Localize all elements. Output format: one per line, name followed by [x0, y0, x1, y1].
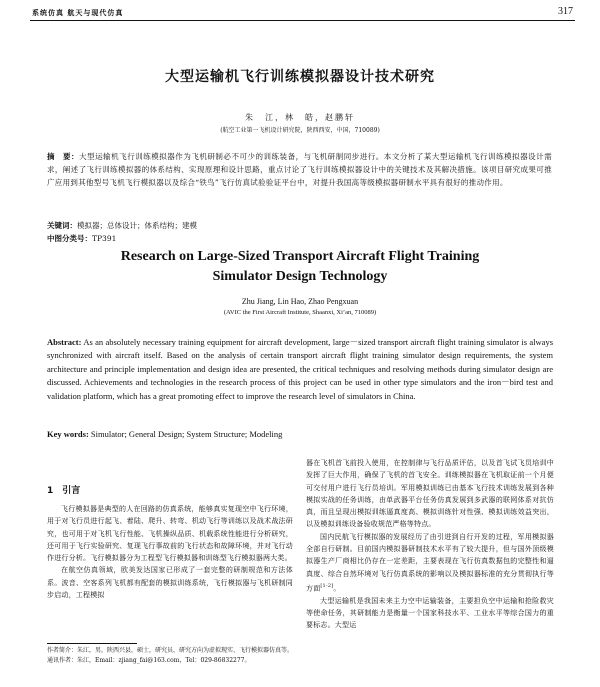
- class-number: [47, 233, 552, 245]
- footnote-rule: [47, 643, 137, 644]
- class-number-text: TP391: [92, 234, 117, 243]
- paper-title-cn: 大型运输机飞行训练模拟器设计技术研究: [165, 69, 435, 85]
- paper-title-en-line2: Simulator Design Technology: [212, 269, 388, 284]
- abstract-cn: [47, 150, 552, 189]
- authors-cn: 朱 江，林 皓，赵鹏轩: [245, 113, 355, 122]
- keywords-cn: [47, 220, 552, 232]
- right-paragraph-2-end: 。: [333, 584, 341, 593]
- right-paragraph-3: 大型运输机是我国未来主力空中运输装备，主要担负空中运输和抢险救灾等使命任务，其研制能力是衡量一个国家科技水平、工业水平等综合国力的重要标志。大型运: [306, 596, 554, 630]
- left-column-body: [47, 503, 293, 601]
- right-paragraph-2-text: 国内民航飞行模拟器的发展经历了由引进到自行开发的过程，军用模拟器全部自行研制。目前国内模拟器研制技术水平有了较大提升，但与国外顶级模拟器生产厂商相比仍存在一定差距，主要表现在飞行仿真数据包的完整性和逼真度、综合自然环境对飞行仿真系统的影响以及模拟器标准的充分贯彻执行等方面: [306, 532, 554, 593]
- keywords-en-text: Simulator; General Design; System Structure; Modeling: [90, 429, 283, 439]
- right-column-body: [306, 457, 554, 631]
- footnote-line-1: 作者简介：朱江，男，陕西兴县，硕士，研究员，研究方向为虚拟现实、飞行模拟器仿真等。: [47, 647, 294, 654]
- affiliation-cn: (航空工业第一飞机设计研究院，陕西西安，中国，710089): [220, 127, 380, 134]
- citation-marker-1-2: [1-2]: [320, 582, 334, 589]
- class-number-label: 中图分类号：: [47, 234, 92, 243]
- intro-paragraph-2-text: 在航空仿真领域，欧美发达国家已形成了一套完整的研制规范和方法体系。波音、空客系列飞机都有配套的模拟训练系统，飞行模拟器与飞机研制同步启动，工程模拟: [47, 566, 293, 600]
- right-paragraph-1: 器在飞机首飞前投入使用，在控制律与飞行品质评估，以及首飞试飞员培训中发挥了巨大作用，确保了飞机的首飞安全。训练模拟器在飞机取证前一个月便可交付用户进行飞行员培训。军用模拟训练已由基本飞行技术训练发展到各种模拟实战的任务训练，由单武器平台任务仿真发展到多武器的联网体系对抗仿真，而且呈现出模拟训练逼真度高、模拟训练针对性强、模拟训练效益突出，以及模拟训练设备验收规范严格等特点。: [306, 459, 554, 529]
- footnote-line-2: 通讯作者：朱江，Email：zjiang_fai@163.com，Tel：029-86832277。: [47, 656, 251, 664]
- paper-title-en: [0, 247, 600, 287]
- keywords-en-label: Key words:: [47, 429, 89, 439]
- intro-paragraph-1: 飞行模拟器是典型的人在回路的仿真系统，能够真实复现空中飞行环境，用于对飞行员进行起飞、着陆、爬升、转弯、机动飞行等训练以及战术战法研究，也可用于对飞机飞行性能、飞机操纵品质、机载系统性能进行分析研究，还可用于飞行实验研究、复现飞行事故前的飞行状态和故障环境，并对飞行动作进行分析。飞行模拟器分为工程型飞行模拟器和训练型飞行模拟器两大类。: [47, 505, 293, 563]
- keywords-cn-label: 关键词：: [47, 221, 77, 230]
- abstract-cn-text: 大型运输机飞行训练模拟器作为飞机研制必不可少的训练装备，与飞机研制同步进行。本文分析了某大型运输机飞行训练模拟器设计需求，阐述了飞行训练模拟器的体系结构、实现原理和设计思路，重点讨论了飞行训练模拟器设计中的关键技术及其解决措施。该项目研究成果可推广应用到其他型号飞机飞行模拟器以及综合“铁鸟”飞行仿真试验验证平台中，对提升我国高等级模拟器研制水平具有很好的推动作用。: [47, 152, 552, 187]
- keywords-cn-text: 模拟器；总体设计；体系结构；建模: [77, 221, 197, 230]
- abstract-en: [47, 336, 553, 403]
- section-heading-introduction: 1 引言: [47, 486, 81, 496]
- right-paragraph-2: [306, 531, 554, 595]
- author-footnote: [47, 646, 293, 665]
- journal-name: 系统仿真 航天与现代仿真: [32, 9, 124, 17]
- authors-en: Zhu Jiang, Lin Hao, Zhao Pengxuan: [241, 297, 359, 306]
- running-header: [30, 6, 575, 20]
- paper-title-en-line1: Research on Large-Sized Transport Aircraft Flight Training: [120, 249, 480, 264]
- abstract-en-label: Abstract:: [47, 337, 82, 347]
- page-number: 317: [558, 6, 573, 17]
- header-rule: [30, 20, 575, 21]
- keywords-en: [47, 428, 553, 441]
- abstract-cn-label: 摘 要：: [47, 152, 80, 161]
- abstract-en-text: As an absolutely necessary training equipment for aircraft development, large－sized transport aircraft flight training simulator is always synchronized with aircraft itself. Based on the analysis of certain transport aircraft flight training simulator design requirements, the system architecture and principle implementation and design idea are presented, the critical techniques and resolving methods during simulator design are discussed. Achievements and technologies in the research process of this project can be used in other type simulators and the iron－bird test and validation platform, which has a great promoting effect to improve the research level of simulators in China.: [47, 337, 554, 401]
- intro-paragraph-2: [47, 564, 293, 601]
- affiliation-en: (AVIC the First Aircraft Institute, Shaanxi, Xi’an, 710089): [223, 309, 377, 316]
